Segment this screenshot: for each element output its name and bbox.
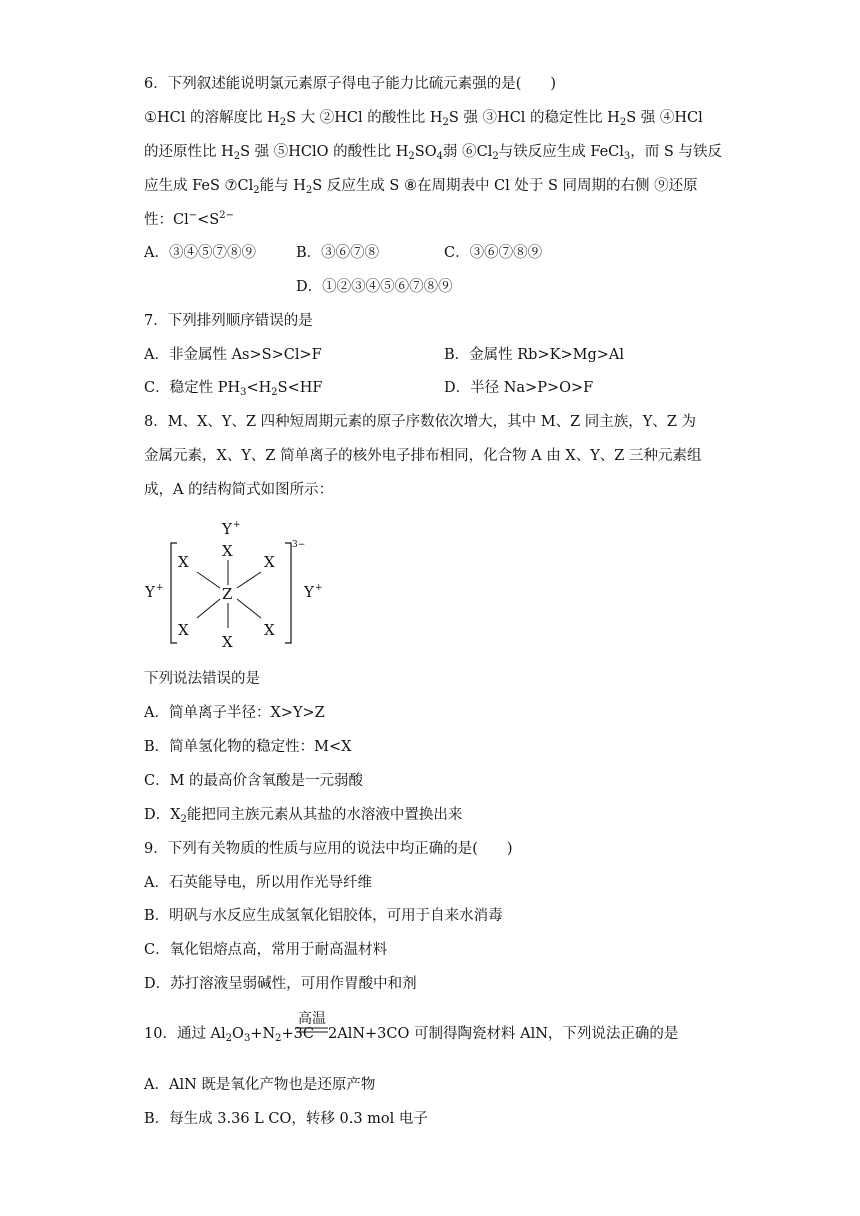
q7-option-a[interactable]: A．非金属性 As>S>Cl>F xyxy=(144,347,322,363)
anion-charge: 3− xyxy=(292,540,306,550)
ligand-top: X xyxy=(222,542,233,560)
ligand-lower-right: X xyxy=(264,621,275,639)
q6-statements-line4: 性：$Cl^-<S^{2-}$ xyxy=(144,210,234,228)
ligand-bottom: X xyxy=(222,633,233,651)
ligand-upper-right: X xyxy=(264,553,275,571)
ligand-upper-left: X xyxy=(178,553,189,571)
q6-option-b[interactable]: B．③⑥⑦⑧ xyxy=(296,245,380,261)
q9-option-d[interactable]: D．苏打溶液呈弱碱性，可用作胃酸中和剂 xyxy=(144,976,417,992)
q9-stem: 9．下列有关物质的性质与应用的说法中均正确的是( ) xyxy=(144,841,513,857)
q10-option-a[interactable]: A．AlN 既是氧化产物也是还原产物 xyxy=(144,1077,376,1093)
q8-stem-line3: 成，A 的结构简式如图所示： xyxy=(144,482,334,498)
bond-lower-left xyxy=(197,599,220,618)
q8-prompt: 下列说法错误的是 xyxy=(144,671,260,687)
q7-stem: 7．下列排列顺序错误的是 xyxy=(144,313,313,329)
q8-option-a[interactable]: A．简单离子半径：X>Y>Z xyxy=(144,705,325,721)
q9-option-a[interactable]: A．石英能导电，所以用作光导纤维 xyxy=(144,875,372,891)
q8-option-c[interactable]: C．M 的最高价含氧酸是一元弱酸 xyxy=(144,773,364,789)
bond-lower-right xyxy=(237,599,261,618)
bond-upper-left xyxy=(197,572,220,588)
structure-diagram xyxy=(140,515,340,655)
q6-stem: 6．下列叙述能说明氯元素原子得电子能力比硫元素强的是( ) xyxy=(144,76,557,92)
bond-upper-right xyxy=(237,572,261,588)
q6-option-c[interactable]: C．③⑥⑦⑧⑨ xyxy=(444,245,543,261)
q8-stem-line1: 8．M、X、Y、Z 四种短周期元素的原子序数依次增大，其中 M、Z 同主族，Y、Z 为 xyxy=(144,414,697,430)
left-bracket xyxy=(171,543,177,643)
cation-right: Y xyxy=(304,583,314,601)
q10-stem-right: 2AlN+3CO 可制得陶瓷材料 AlN，下列说法正确的是 xyxy=(328,1026,679,1042)
center-atom: Z xyxy=(222,585,233,603)
reaction-condition: 高温 xyxy=(298,1011,326,1027)
q7-option-d[interactable]: D．半径 Na>P>O>F xyxy=(444,380,594,396)
cation-right-charge: + xyxy=(315,583,323,593)
q8-option-b[interactable]: B．简单氢化物的稳定性：M<X xyxy=(144,739,352,755)
q8-stem-line2: 金属元素，X、Y、Z 简单离子的核外电子排布相同，化合物 A 由 X、Y、Z 三种元素组 xyxy=(144,448,702,464)
q7-option-b[interactable]: B．金属性 Rb>K>Mg>Al xyxy=(444,347,624,363)
q6-statements-line1: ①HCl 的溶解度比 $H_2S$ 大 ②HCl 的酸性比 $H_2S$ 强 ③HCl 的稳定性比 $H_2S$ 强 ④HCl xyxy=(144,110,703,128)
right-bracket xyxy=(285,543,291,643)
q9-option-b[interactable]: B．明矾与水反应生成氢氧化铝胶体，可用于自来水消毒 xyxy=(144,908,503,924)
cation-left: Y xyxy=(145,583,155,601)
q10-stem-left: 10．通过 $Al_2O_3+N_2+3C$ xyxy=(144,1026,315,1044)
q6-option-d[interactable]: D．①②③④⑤⑥⑦⑧⑨ xyxy=(296,279,453,295)
q8-option-d[interactable]: D．$X_2$能把同主族元素从其盐的水溶液中置换出来 xyxy=(144,807,463,825)
cation-top: Y xyxy=(222,520,232,538)
q7-option-c[interactable]: C．稳定性 $PH_3<H_2S<HF$ xyxy=(144,380,323,398)
q10-option-b[interactable]: B．每生成 3.36 L CO，转移 0.3 mol 电子 xyxy=(144,1111,428,1127)
q6-statements-line2: 的还原性比 $H_2S$ 强 ⑤HClO 的酸性比 $H_2SO_4$弱 $⑥Cl_2$与铁反应生成 FeCl$_3$，而 S 与铁反 xyxy=(144,144,722,162)
q6-statements-line3: 应生成 FeS $⑦Cl_2$能与 $H_2S$ 反应生成 S ⑧在周期表中 Cl 处于 S 同周期的右侧 ⑨还原 xyxy=(144,178,698,196)
q9-option-c[interactable]: C．氧化铝熔点高，常用于耐高温材料 xyxy=(144,942,388,958)
ligand-lower-left: X xyxy=(178,621,189,639)
q6-option-a[interactable]: A．③④⑤⑦⑧⑨ xyxy=(144,245,256,261)
cation-top-charge: + xyxy=(233,520,241,530)
cation-left-charge: + xyxy=(156,583,164,593)
